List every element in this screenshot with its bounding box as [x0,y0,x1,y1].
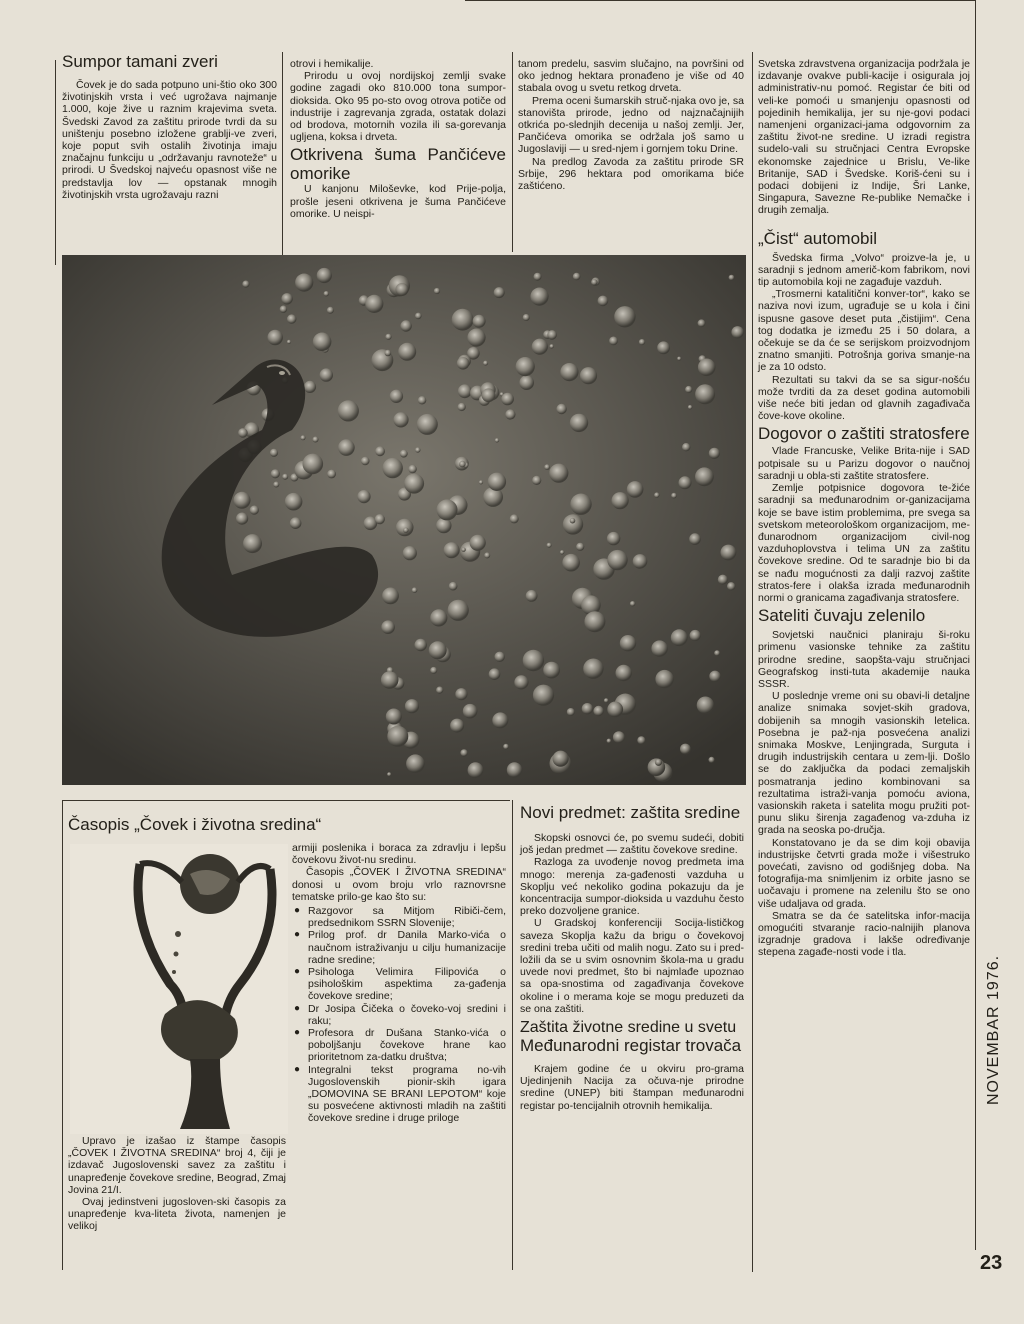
foam-bubble [400,450,408,458]
foam-bubble [287,340,291,344]
foam-bubble [560,550,564,554]
foam-bubble [679,476,692,489]
box-left-rule [62,800,63,1270]
foam-bubble [562,554,580,572]
foam-bubble [533,685,554,706]
topic-list [292,905,506,1125]
foam-bubble [393,412,408,427]
article-text: Rezultati su takvi da se sa sigur-nošću može tvrditi da za deset godina automobili više neće biti jedan od glavnih zagađivača čove-kove okoline. [758,373,970,423]
foam-bubble [616,665,632,681]
box-caption-text: Ovaj jedinstveni jugosloven-ski časopis za unapređenje kva-liteta života, namenjen je velikoj [68,1196,286,1233]
foam-bubble [243,534,262,553]
headline-cist-automobil: „Čist“ automobil [758,228,878,248]
foam-bubble [607,532,620,545]
foam-bubble [583,659,603,679]
foam-bubble [396,519,414,537]
foam-bubble [287,314,296,323]
foam-bubble [361,457,370,466]
foam-bubble [383,458,403,478]
foam-bubble [495,652,505,662]
foam-bubble [479,480,483,484]
foam-bubble [450,719,464,733]
topic-list-item: ● Integralni tekst programa no-vih Jugoslovenskih pionir-skih igara „DOMOVINA SE BRANI LEPOTOM“ koje su posvećene aktivnosti mladih na zaštiti čovekove sredine i druge priloge [292,1064,506,1125]
foam-bubble [718,575,728,585]
foam-bubble [489,668,501,680]
foam-bubble [582,703,593,714]
foam-bubble [516,357,535,376]
column-rule [55,60,56,265]
article-text: U Gradskoj konferenciji Socija-lističkog saveza Skoplja kažu da brigu o čovekovoj sredini treba učiti od malih nogu. Zato su i pred-ložili da se u svim osnovnim škola-ma u gradu uvede novi predmet, što bi najmlađe upoznao sa opa-snostima od zagađivanja čovekove okoline i o merama koje se mogu preduzeti da se ona zaštiti. [520,917,744,1015]
foam-bubble [637,736,645,744]
article-text: Časopis „ČOVEK I ŽIVOTNA SREDINA“ donosi u ovom broju vrlo raznovrsne tematske prilo-ge kao što su: [292,866,506,903]
foam-bubble [381,671,399,689]
foam-bubble [690,630,701,641]
article-text: Prema oceni šumarskih struč-njaka ovo je, sa stanovišta prirode, jedno od najznačajnijih otkrića po-slednjih decenija u našoj zemlji. Jer, Pančićeva omorika se održala još samo u Jugoslaviji — u sred-njem i gornjem toku Drine. [518,94,744,156]
foam-bubble [396,283,409,296]
foam-bubble [404,474,424,494]
foam-bubble [607,739,612,744]
column-novi-predmet [520,803,744,1112]
foam-bubble [458,403,466,411]
foam-bubble [375,514,385,524]
foam-bubble [382,588,399,605]
foam-bubble [434,288,440,294]
foam-bubble [449,582,458,591]
foam-bubble [553,751,569,767]
foam-bubble [727,582,735,590]
headline-casopis: Časopis „Čovek i životna sredina“ [68,815,322,834]
article-text: U poslednje vreme oni su obavi-li detaljne analize snimaka sovjet-skih gradova, dobijenih sa mnogih vasionskih letelica. Posebna je paž-nja posvećena analizi snimaka Moskve, Lenjingrada, Surguta i drugih industrijskih centara u zem-lji. Došlo se do zaključka da podaci zemaljskih posmatranja jedino kombinovani sa rezultatima istraži-vanja pomoću aviona, vasionskih raketa i satelita mogu pružiti pot-punu sliku širenja zagađenog va-zduha iz grada na seoska po-dručja. [758,690,970,837]
foam-bubble [313,333,332,352]
foam-bubble [655,670,673,688]
foam-bubble [403,528,408,533]
foam-bubble [523,650,544,671]
foam-bubble [295,274,313,292]
column-right [758,58,970,959]
foam-bubble [573,273,581,281]
foam-bubble [519,375,534,390]
foam-bubble [655,759,662,766]
foam-bubble [697,697,714,714]
headline-novi-predmet: Novi predmet: zaštita sredine [520,803,741,822]
foam-bubble [688,405,692,409]
foam-bubble [729,275,735,281]
column-sumpor [62,52,277,201]
foam-bubble [547,330,557,340]
foam-bubble [408,465,416,473]
foam-bubble [657,341,670,354]
foam-bubble [387,726,408,747]
foam-bubble [698,359,716,377]
foam-bubble [680,744,691,755]
foam-bubble [390,390,403,403]
top-rule [465,0,975,1]
foam-bubble [604,698,609,703]
foam-bubble [386,709,402,725]
foam-bubble [570,414,588,432]
foam-bubble [550,344,554,348]
foam-bubble [236,513,248,525]
foam-bubble [671,629,688,646]
foam-bubble [576,543,584,551]
foam-bubble [514,675,528,689]
article-text: armiji poslenika i boraca za zdravlju i lepšu čovekovu život-nu sredinu. [292,842,506,867]
foam-bubble [448,600,469,621]
article-text: Svetska zdravstvena organizacija podržala je izdavanje ovakve publi-kacije i osigurala joj administrativ-nu pomoć. Registar će biti od veli-ke pomoći u smanjenju opasnosti od pojedinih hemikalija, jer su nje-govi podaci namenjeni organizaci-jama odgovornim za zaštitu život-ne sredine. U izradi registra sudelo-vali su stručnjaci Centra Evropske ekonomske zajednice u Brislu, Ve-like Britanije, SAD i Švedske. Koriš-ćeni su i podaci dobijeni iz Indije, Šri Lanke, Singapura, Savezne Re-publike Nemačke i drugih zemalja. [758,58,970,217]
foam-bubble [324,291,329,296]
foam-bubble [609,337,618,346]
column-rule [512,52,513,252]
foam-bubble [532,339,548,355]
article-text: Prirodu u ovoj nordijskoj zemlji svake godine zagadi oko 810.000 tona sumpor-dioksida. Oko 95 po-sto ovog otrova potiče od industrije i zagrevanja zgrada, ostatak dolazi od brodova, motornih vozila ili sa-gorevanja ugljena, koksa i drveta. [290,70,506,144]
foam-bubble [473,315,486,328]
foam-bubble [436,687,443,694]
foam-bubble [651,640,667,656]
foam-bubble [492,712,508,728]
article-text: Sovjetski naučnici planiraju ši-roku primenu vasionske tehnike za zaštitu prirodne sredine, saopšta-vaju stručnjaci Geografskog insti-tuta akademije nauka SSSR. [758,629,970,690]
foam-bubble [385,350,392,357]
foam-bubble [437,499,458,520]
foam-bubble [591,279,597,285]
foam-bubble [459,461,466,468]
box-top-rule [62,800,510,801]
topic-list-item: ● Psihologa Velimira Filipovića o psihološkim aspektima za-gađenja čovekove sredine; [292,966,506,1003]
foam-bubble [320,368,333,381]
foam-bubble [375,446,385,456]
foam-bubble [494,287,505,298]
foam-bubble [406,754,425,773]
foam-bubble [709,757,715,763]
foam-bubble [250,506,259,515]
foam-bubble [452,309,474,331]
foam-bubble [457,357,470,370]
foam-bubble [338,400,359,421]
column-omorika [290,58,506,220]
article-text: Vlade Francuske, Velike Brita-nije i SAD potpisale su u Parizu dogovor o naučnoj saradnji u obla-sti zaštite stratosfere. [758,445,970,482]
foam-bubble [271,469,280,478]
page-number: 23 [980,1252,1003,1274]
foam-bubble [430,609,447,626]
foam-bubble [630,601,635,606]
foam-bubble [714,650,720,656]
article-text: Zemlje potpisnice dogovora te-žiće saradnji sa međunarodnim or-ganizacijama koje se bave istim problemima, pre svega sa svetskom meteorološkom organizacijom, me-đunarodnom organizacijom civil-nog vazduhoplovstva i telima UN za zaštitu čovekove sredine. Od te saradnje bio bi da se nađu mogućnosti za dalji razvoj zaštite stratos-fere i olakša izrada međunarodnih normi o granicama zagađivanja stratosfere. [758,482,970,604]
foam-bubble [398,343,416,361]
foam-bubble [560,363,578,381]
foam-bubble [709,448,720,459]
foam-bubble [482,388,496,402]
foam-bubble [405,699,419,713]
article-text: Konstatovano je da se dim koji obavija industrijske četvrti grada može i višestruko povećati, zavisno od godišnjeg doba. Na fotografija-ma snimljenim iz orbite jasno se uočavaju i promene na zelenilu što se ono više udaljava od grada. [758,836,970,910]
foam-bubble [468,762,484,778]
foam-bubble [357,490,370,503]
article-text: U kanjonu Miloševke, kod Prije-polja, prošle jeseni otkrivena je šuma Pančićeve omorike. U neispi- [290,183,506,220]
foam-bubble [281,293,292,304]
foam-bubble [403,546,417,560]
foam-bubble [563,514,583,534]
box-casopis-body [292,842,506,1125]
foam-bubble [633,554,648,569]
foam-bubble [685,386,692,393]
foam-bubble [614,306,635,327]
topic-list-item: ● Prilog prof. dr Danila Marko-vića o naučnom istraživanju u cilju humanizacije radne sredine; [292,929,506,966]
foam-bubble [580,367,597,384]
foam-bubble [304,381,316,393]
foam-bubble [544,464,550,470]
foam-bubble [654,492,659,497]
foam-bubble [598,296,609,307]
headline-sumpor: Sumpor tamani zveri [62,52,218,71]
article-text: Smatra se da će satelitska infor-macija omogućiti stvaranje racio-nalnijih planova izgradnje gradova i lakše određivanje stepena zagađe-nosti vode i tla. [758,909,970,959]
foam-bubble [488,473,506,491]
foam-bubble [285,493,303,511]
foam-bubble [483,361,488,366]
foam-bubble [523,314,530,321]
article-text: Razloga za uvođenje novog predmeta ima mnogo: merenja za-gađenosti vazduha u Skoplju već nekoliko godina pokazuju da je koncentracija sumpor-dioksida u vazduhu često preko dozvoljene granice. [520,856,744,918]
foam-bubble [273,482,279,488]
photo-bird-in-polluted-water [62,255,746,785]
figure-globe-illustration [70,844,288,1134]
foam-bubble [695,384,715,404]
foam-bubble [671,493,677,499]
foam-bubble [689,533,701,545]
foam-bubble [620,635,636,651]
foam-bubble [415,313,422,320]
foam-bubble [301,435,306,440]
foam-bubble [567,708,575,716]
foam-bubble [461,548,465,552]
foam-bubble [613,731,625,743]
foam-bubble [677,357,681,361]
foam-bubble [417,414,438,435]
foam-bubble [430,667,437,674]
foam-bubble [682,443,690,451]
foam-bubble [507,762,522,777]
headline-zastita-u-svetu: Zaštita životne sredine u svetu [520,1019,737,1037]
foam-bubble [534,273,542,281]
column-rule [512,800,513,1270]
foam-bubble [549,464,568,483]
foam-bubble [484,552,490,558]
foam-bubble [570,518,576,524]
foam-bubble [721,545,737,561]
foam-bubble [234,492,251,509]
headline-stratosfera: Dogovor o zaštiti stratosfere [758,424,970,444]
foam-bubble [290,517,302,529]
foam-bubble [313,437,319,443]
foam-bubble [695,467,714,486]
foam-bubble [530,288,548,306]
foam-bubble [365,295,383,313]
foam-bubble [584,611,605,632]
topic-list-item: ● Profesora dr Dušana Stanko-vića o poboljšanju čovekove hrane kao prioritetnom za-datku društva; [292,1027,506,1064]
headline-sateliti: Sateliti čuvaju zelenilo [758,606,926,626]
foam-bubble [270,449,278,457]
foam-bubble [268,330,283,345]
bird-photo-illustration [62,255,746,785]
foam-bubble [627,481,644,498]
foam-bubble [327,307,334,314]
foam-bubble [387,772,391,776]
article-text: Na predlog Zavoda za zaštitu prirode SR Srbije, 296 hektara pod omorikama biće zaštićeno. [518,155,744,193]
foam-bubble [532,476,541,485]
globe-figure-icon [70,844,288,1134]
article-text: Krajem godine će u okviru pro-grama Ujedinjenih Nacija za očuva-nje prirodne sredine (UNEP) biti štampan međunarodni registar po-tencijalnih otrovnih hemikalija. [520,1063,744,1112]
foam-bubble [501,393,514,406]
foam-bubble [381,620,395,634]
foam-bubble [303,454,324,475]
foam-bubble [455,688,467,700]
foam-bubble [570,494,591,515]
headline-registar-trovaca: Međunarodni registar trovača [520,1036,742,1056]
foam-bubble [460,749,467,756]
foam-bubble [709,671,720,682]
foam-bubble [280,306,287,313]
foam-bubble [526,590,538,602]
foam-bubble [436,518,451,533]
topic-list-item: ● Razgovor sa Mitjom Ribiči-čem, predsednikom SSRN Slovenije; [292,905,506,929]
foam-bubble [556,404,566,414]
foam-bubble [612,492,629,509]
foam-bubble [607,702,623,718]
article-text: Švedska firma „Volvo“ proizve-la je, u saradnji s jednom američ-kom fabrikom, novi tip automobila koji ne zagađuje vazduh. [758,251,970,289]
foam-bubble [467,329,485,347]
foam-bubble [400,320,411,331]
article-sumpor-body: Čovek je do sada potpuno uni-štio oko 300 životinjskih vrsta i već ugrožava najmanje 1.000, koje žive u raznim krajevima sveta. Švedski Zavod za zaštitu prirode tvrdi da su uništenju posebno izložene grablji-ve zveri, koje poput svih ostalih životinja imaju značajnu funkciju u „održavanju ravnoteže“ u prirodi. U Švedskoj najveću opasnost više ne predstavlja lov — opstanak mnogih životinjskih vrsta ugrožavaju razni [62,79,277,201]
foam-bubble [698,319,706,327]
column-omorika-cont [518,58,744,192]
foam-bubble [282,474,288,480]
foam-bubble [505,409,515,419]
column-rule [752,52,753,1272]
box-caption [68,1135,286,1233]
foam-bubble [639,339,645,345]
foam-bubble [327,470,336,479]
topic-list-item: ● Dr Josipa Čičeka o čoveko-voj sredini i raku; [292,1003,506,1027]
foam-bubble [418,396,426,404]
foam-bubble [429,641,447,659]
foam-bubble [495,438,499,442]
foam-bubble [470,535,486,551]
box-caption-text: Upravo je izašao iz štampe časopis „ČOVEK I ŽIVOTNA SREDINA“ broj 4, čiji je izdavač Jugoslovenski savez za zaštitu i unapređenje čovekove sredine, Beograd, Zmaj Jovina 21/I. [68,1135,286,1196]
foam-bubble [463,704,478,719]
foam-bubble [242,281,249,288]
foam-bubble [238,428,248,438]
foam-bubble [412,587,418,593]
issue-date: NOVEMBAR 1976. [985,954,1002,1105]
column-rule [282,52,283,257]
article-text: otrovi i hemikalije. [290,58,374,70]
foam-bubble [338,439,355,456]
foam-bubble [444,542,460,558]
article-text: tanom predelu, sasvim slučajno, na površini od oko jednog hektara pronađeno je više od 40 stabala ovog u svetu retkog drveta. [518,58,744,95]
foam-bubble [415,639,427,651]
foam-bubble [731,326,743,338]
foam-bubble [593,706,603,716]
foam-bubble [385,334,391,340]
article-text: „Trosmerni katalitični konver-tor“, kako se naziva novi izum, ugrađuje se u kola i čini ispusne gasove deset puta „čistijim“. Cena tog dodatka je između 25 i 50 dolara, a očekuje se da će se serijskom proizvodnjom znatno smanjiti. Potrošnja goriva smanje-na je za 10 odsto. [758,288,970,374]
box-casopis-header [68,815,508,834]
foam-bubble [415,447,420,452]
headline-omorika: Otkrivena šuma Pančićeve omorike [290,145,506,184]
foam-bubble [543,662,560,679]
foam-bubble [547,543,552,548]
article-text: Skopski osnovci će, po svemu sudeći, dobiti još jedan predmet — zaštitu čovekove sredine. [520,832,744,857]
foam-bubble [503,744,509,750]
foam-bubble [510,514,519,523]
foam-bubble [458,384,472,398]
column-rule [975,0,976,1250]
foam-bubble [607,550,627,570]
foam-bubble [317,268,332,283]
